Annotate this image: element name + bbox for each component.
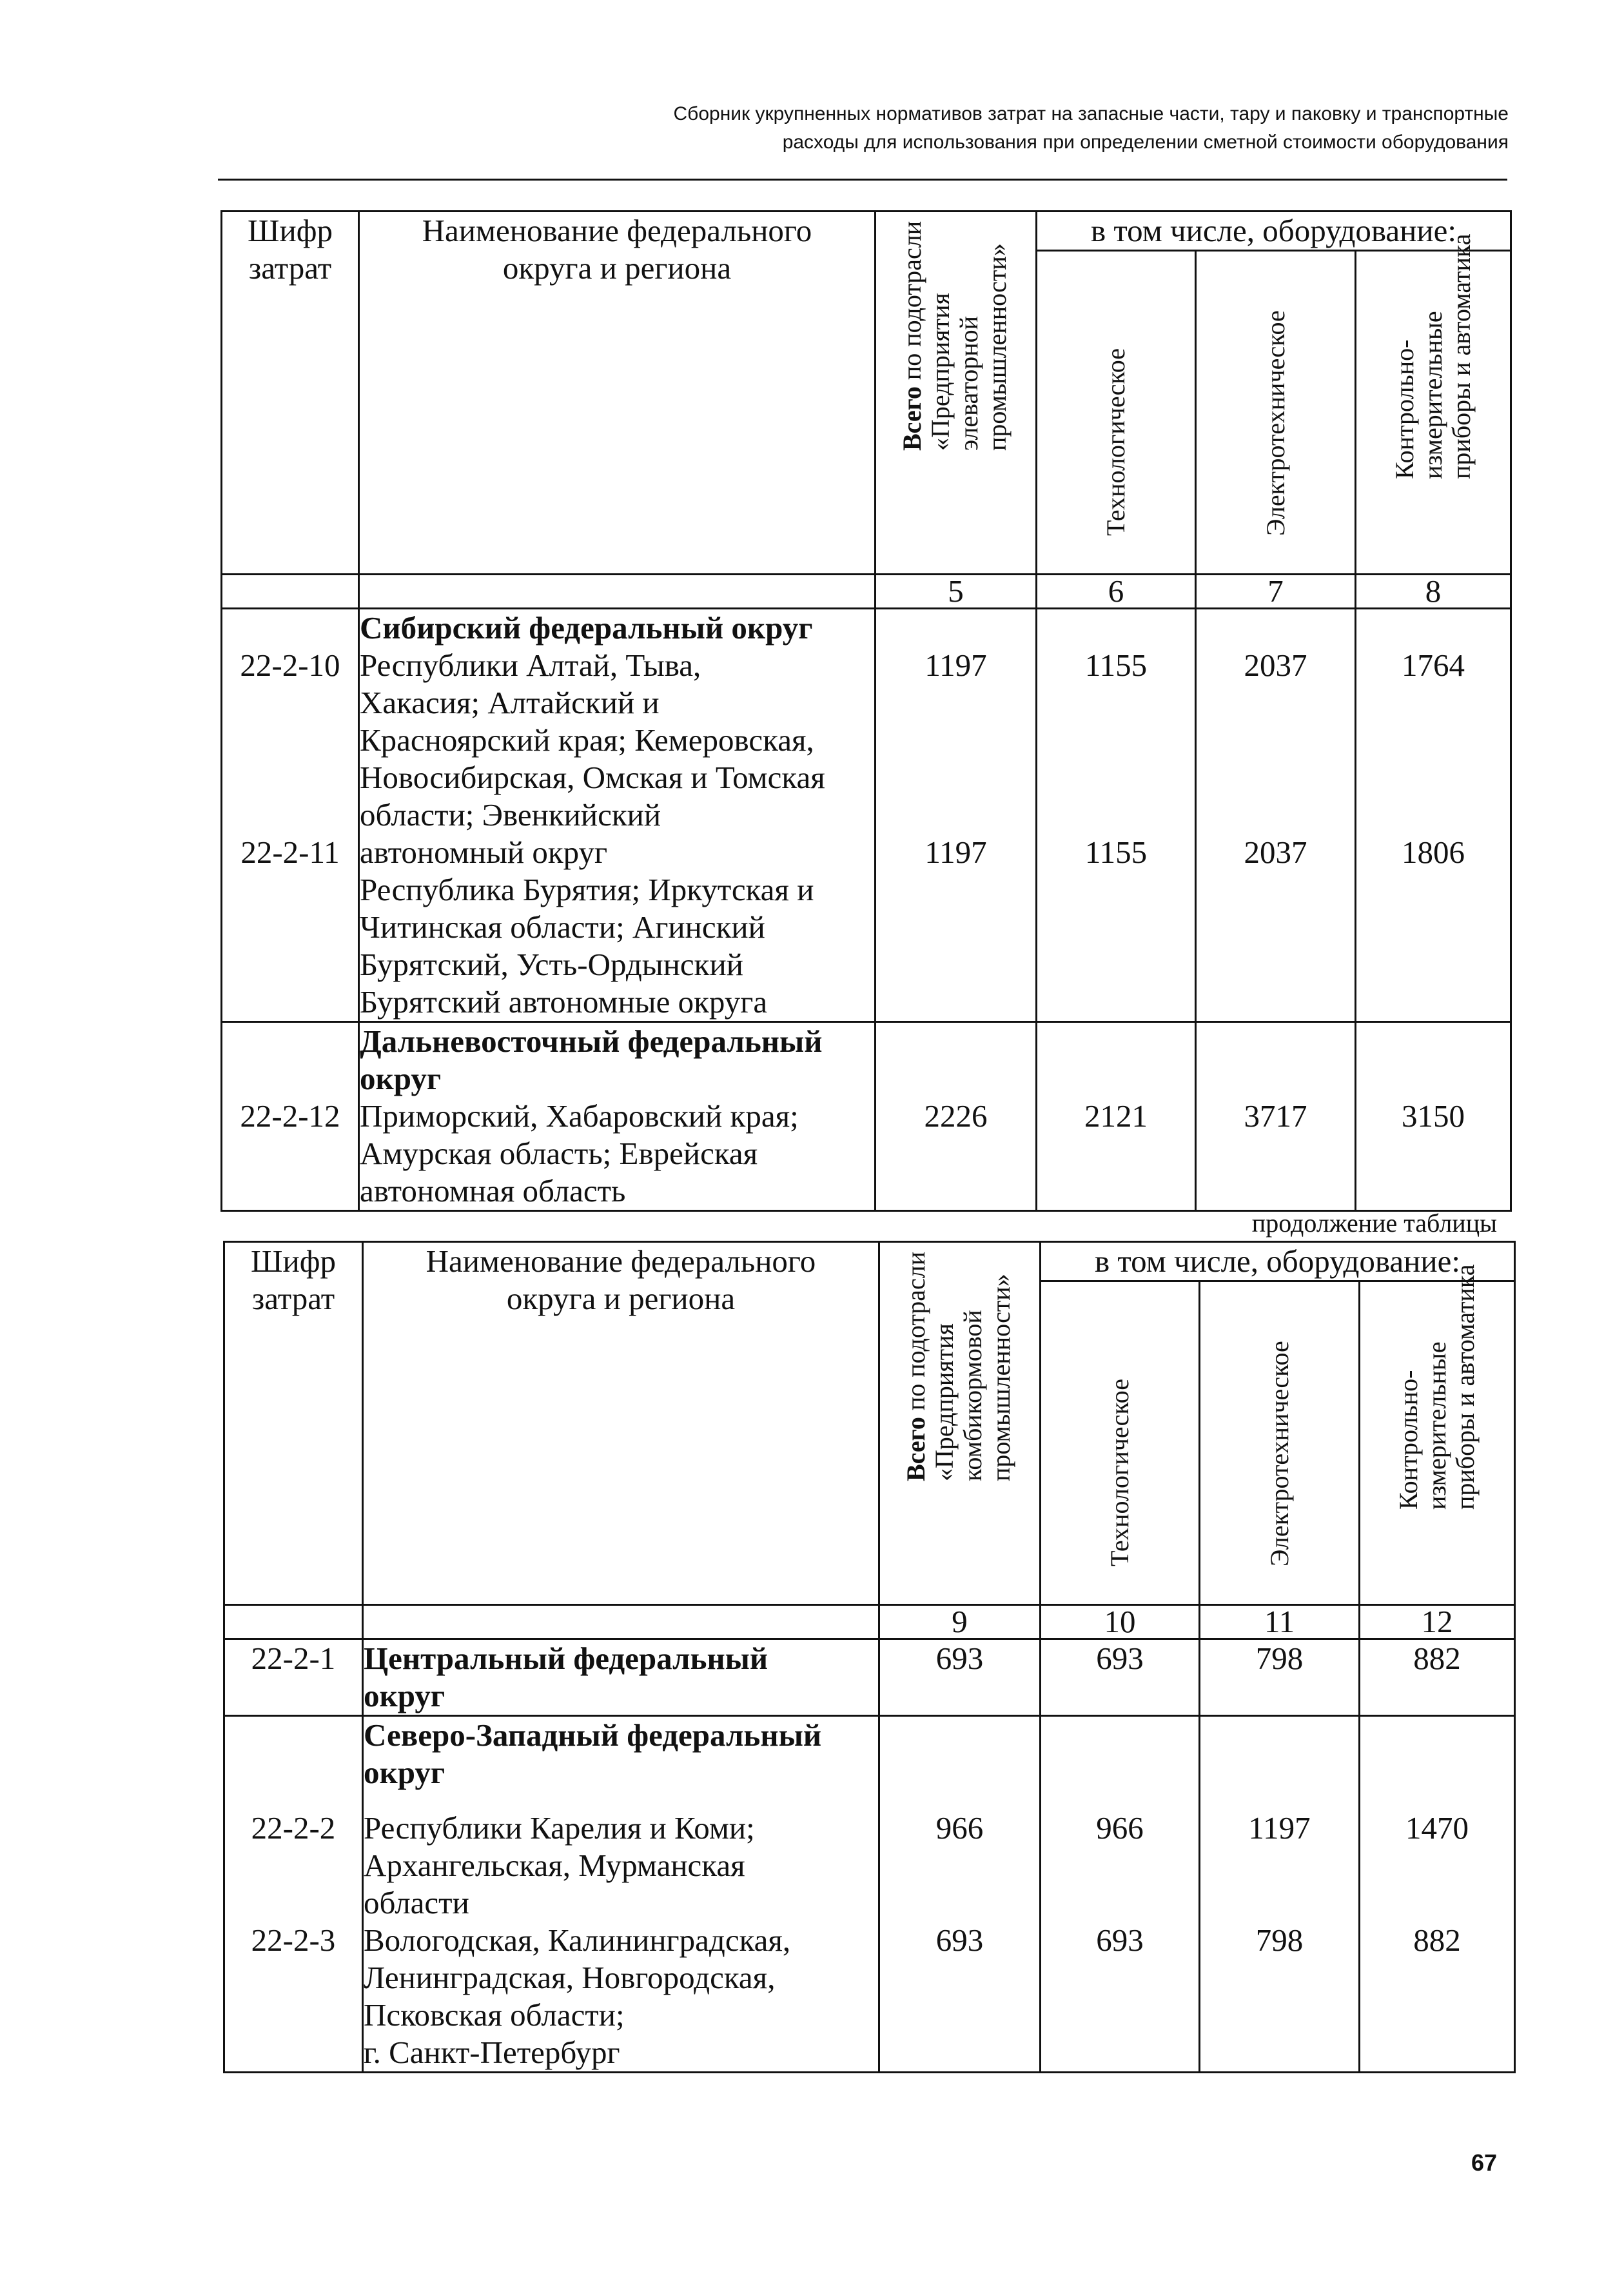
region-line: Республики Алтай, Тыва, <box>360 647 701 683</box>
value-cell: 882 <box>1413 1922 1461 1958</box>
col-number: 7 <box>1196 575 1356 609</box>
col-number: 8 <box>1356 575 1511 609</box>
col-kip-header: Контрольно- измерительные приборы и автоматика <box>1356 251 1511 575</box>
header-line-2: расходы для использования при определении сметной стоимости оборудования <box>782 132 1509 153</box>
value-cell: 2226 <box>924 1098 988 1134</box>
col-number: 12 <box>1360 1605 1515 1639</box>
col-number: 9 <box>879 1605 1041 1639</box>
region-line: Республики Карелия и Коми; <box>364 1810 755 1846</box>
district-heading: округ <box>360 1061 442 1096</box>
value-cell: 1470 <box>1405 1810 1469 1846</box>
value-cell: 1197 <box>1248 1810 1311 1846</box>
table-row <box>224 1716 1515 2073</box>
value-cell: 693 <box>935 1922 984 1958</box>
value-cell: 2037 <box>1244 834 1307 870</box>
region-line: Новосибирская, Омская и Томская <box>360 760 825 795</box>
value-cell: 1197 <box>925 834 987 870</box>
value-cell: 2037 <box>1244 647 1307 683</box>
district-heading: Северо-Западный федеральный <box>364 1717 822 1753</box>
col-electro-header: Электротехническое <box>1200 1281 1360 1605</box>
col-tech-header: Технологическое <box>1041 1281 1200 1605</box>
value-cell: 798 <box>1255 1922 1304 1958</box>
value-cell: 3150 <box>1402 1098 1465 1134</box>
value-cell: 2121 <box>1084 1098 1148 1134</box>
value-cell: 882 <box>1413 1641 1461 1676</box>
col-code-header: Шифр затрат <box>224 1242 363 1605</box>
district-heading: Дальневосточный федеральный <box>360 1023 823 1059</box>
table-row <box>224 1639 1515 1716</box>
value-cell: 693 <box>1096 1922 1144 1958</box>
region-line: Хакасия; Алтайский и <box>360 685 660 720</box>
value-cell: 1806 <box>1402 834 1465 870</box>
col-name-header: Наименование федерального округа и региона <box>363 1242 879 1605</box>
value-cell: 966 <box>1096 1810 1144 1846</box>
value-cell: 693 <box>1096 1641 1144 1676</box>
col-number: 10 <box>1041 1605 1200 1639</box>
col-total-header: Всего по подотрасли «Предприятия элеваторной промышленности» <box>876 212 1037 575</box>
page-number: 67 <box>1471 2149 1497 2176</box>
region-line: Бурятский, Усть-Ордынский <box>360 947 743 982</box>
value-cell: 1764 <box>1402 647 1465 683</box>
continuation-label: продолжение таблицы <box>1251 1209 1497 1238</box>
col-kip-header: Контрольно- измерительные приборы и автоматика <box>1360 1281 1515 1605</box>
value-cell: 693 <box>935 1641 984 1676</box>
region-line: г. Санкт-Петербург <box>364 2035 620 2070</box>
cost-table-1 <box>220 210 1512 1212</box>
value-cell: 966 <box>935 1810 984 1846</box>
column-numbers-row <box>222 575 1511 609</box>
row-code: 22-2-1 <box>251 1641 336 1676</box>
region-line: Вологодская, Калининградская, <box>364 1922 791 1958</box>
equipment-group-header: в том числе, оборудование: <box>1037 212 1511 251</box>
region-line: автономная область <box>360 1173 626 1209</box>
district-heading: округ <box>364 1678 445 1713</box>
col-name-header: Наименование федерального округа и региона <box>359 212 876 575</box>
table-row <box>222 609 1511 1022</box>
row-code: 22-2-10 <box>240 647 340 683</box>
col-code-header: Шифр затрат <box>222 212 359 575</box>
region-line: Читинская области; Агинский <box>360 909 765 945</box>
region-line: Республика Бурятия; Иркутская и <box>360 872 814 907</box>
region-line: автономный округ <box>360 834 608 870</box>
row-code: 22-2-2 <box>251 1810 336 1846</box>
col-tech-header: Технологическое <box>1037 251 1196 575</box>
col-total-header: Всего по подотрасли «Предприятия комбикормовой промышленности» <box>879 1242 1041 1605</box>
region-line: области; Эвенкийский <box>360 797 661 833</box>
region-line: Архангельская, Мурманская <box>364 1848 745 1883</box>
region-line: Бурятский автономные округа <box>360 984 768 1020</box>
row-code: 22-2-11 <box>240 834 340 870</box>
table-row <box>222 1022 1511 1211</box>
value-cell: 798 <box>1255 1641 1304 1676</box>
col-number: 6 <box>1037 575 1196 609</box>
region-line: Красноярский края; Кемеровская, <box>360 722 814 758</box>
cost-table-2 <box>223 1241 1516 2073</box>
value-cell: 1155 <box>1084 834 1148 870</box>
region-line: области <box>364 1885 469 1920</box>
region-line: Амурская область; Еврейская <box>360 1136 758 1171</box>
district-heading: Сибирский федеральный округ <box>360 610 813 646</box>
district-heading: Центральный федеральный <box>364 1641 768 1676</box>
region-line: Ленинградская, Новгородская, <box>364 1960 776 1995</box>
region-line: Приморский, Хабаровский края; <box>360 1098 799 1134</box>
district-heading: округ <box>364 1755 445 1790</box>
region-line: Псковская области; <box>364 1997 625 2033</box>
document-header <box>219 100 1509 157</box>
row-code: 22-2-3 <box>251 1922 336 1958</box>
row-code: 22-2-12 <box>240 1098 340 1134</box>
value-cell: 3717 <box>1244 1098 1307 1134</box>
header-rule <box>218 179 1507 181</box>
col-number: 5 <box>876 575 1037 609</box>
col-number: 11 <box>1200 1605 1360 1639</box>
value-cell: 1155 <box>1084 647 1148 683</box>
column-numbers-row <box>224 1605 1515 1639</box>
header-line-1: Сборник укрупненных нормативов затрат на запасные части, тару и паковку и транспортные <box>673 103 1509 124</box>
col-electro-header: Электротехническое <box>1196 251 1356 575</box>
equipment-group-header: в том числе, оборудование: <box>1041 1242 1515 1281</box>
value-cell: 1197 <box>925 647 987 683</box>
